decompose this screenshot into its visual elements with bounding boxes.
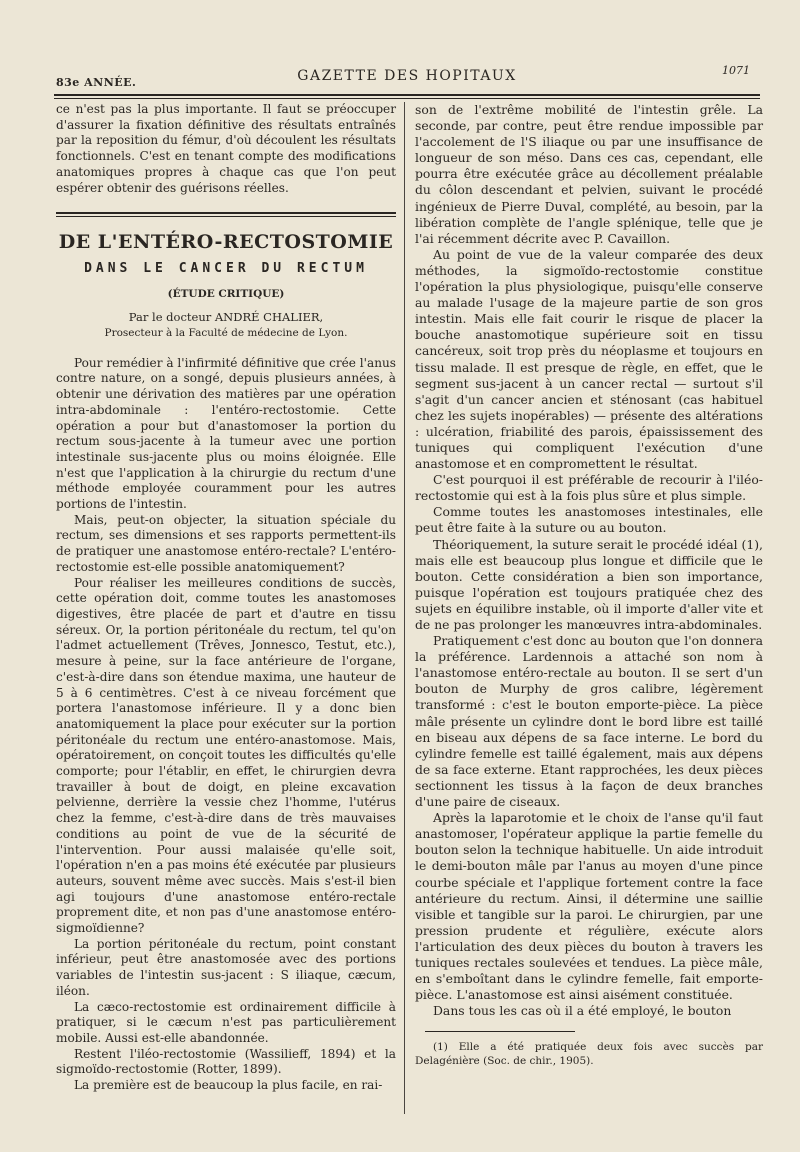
body-paragraph: Pour remédier à l'infirmité définitive que crée l'anus contre nature, on a songé, depuis plusieurs années, à obtenir une dérivation des matières par une opération intra-abdominale : l'entéro-rectostomie. Cette opération a pour but d'anastomoser la portion du rectum sous-jacente à la tumeur avec une portion intestinale sus-jacente plus ou moins éloignée. Elle n'est que l'application à la chirurgie du rectum d'une méthode employée couramment pour les autres portions de l'intestin. bbox=[56, 355, 396, 512]
article-subtitle: DANS LE CANCER DU RECTUM bbox=[84, 260, 368, 276]
body-paragraph: Théoriquement, la suture serait le procédé idéal (1), mais elle est beaucoup plus longue et difficile que le bouton. Cette considération a bien son importance, puisque l'opération est toujours pratiquée chez des sujets en équilibre instable, où il importe d'aller vite et de ne pas prolonger les manœuvres intra-abdominales. bbox=[415, 536, 763, 632]
body-paragraph: Mais, peut-on objecter, la situation spéciale du rectum, ses dimensions et ses rapports permettent-ils de pratiquer une anastomose entéro-rectale? L'entéro-rectostomie est-elle possible anatomiquement? bbox=[56, 512, 396, 574]
body-paragraph: Dans tous les cas où il a été employé, le bouton bbox=[433, 1003, 732, 1019]
column-divider bbox=[404, 102, 405, 1114]
body-paragraph: Après la laparotomie et le choix de l'anse qu'il faut anastomoser, l'opérateur applique la partie femelle du bouton selon la technique habituelle. Un aide introduit le demi-bouton mâle par l'anus au moyen d'une pince courbe spéciale et l'applique fortement contre la face antérieure du rectum. Ainsi, il détermine une saillie visible et tangible sur la paroi. Le chirurgien, par une pression prudente et régulière, exécute alors l'articulation des deux pièces du bouton à travers les tuniques rectales soulevées et tendues. La pièce mâle, en s'emboîtant dans le cylindre femelle, fait emporte-pièce. L'anastomose est ainsi aisément constituée. bbox=[415, 810, 763, 1003]
intro-paragraph: ce n'est pas la plus importante. Il faut se préoccuper d'assurer la fixation définitive des résultats entraînés par la reposition du fémur, d'où découlent les résultats fonctionnels. C'est en tenant compte des modifications anatomiques propres à chaque cas que l'on peut espérer obtenir des guérisons réelles. bbox=[56, 102, 396, 195]
body-paragraph: Au point de vue de la valeur comparée des deux méthodes, la sigmoïdo-rectostomie constitue l'opération la plus physiologique, puisqu'elle conserve au malade l'usage de la majeure partie de son gros intestin. Mais elle fait courir le risque de placer la bouche anastomotique supérieure soit en tissu cancéreux, soit trop près du néoplasme et toujours en tissu malade. Il est presque de règle, en effet, que le segment sus-jacent à un cancer rectal — surtout s'il s'agit d'un cancer ancien et sténosant (cas habituel chez les sujets inopérables) — présente des altérations : ulcération, friabilité des parois, épaississement des tuniques qui compliquent l'exécution d'une anastomose et en compromettent le résultat. bbox=[415, 246, 763, 472]
body-paragraph: Restent l'iléo-rectostomie (Wassilieff, 1894) et la sigmoïdo-rectostomie (Rotter, 1899). bbox=[56, 1046, 396, 1077]
body-paragraph: Pratiquement c'est donc au bouton que l'on donnera la préférence. Lardennois a attaché son nom à l'anastomose entéro-rectale au bouton. Il se sert d'un bouton de Murphy de gros calibre, légèrement transformé : c'est le bouton emporte-pièce. La pièce mâle présente un cylindre dont le bord libre est taillé en biseau aux dépens de sa face interne. Le bord du cylindre femelle est taillé également, mais aux dépens de sa face externe. Etant rapprochées, les deux pièces sectionnent les tissus à la façon de deux branches d'une paire de ciseaux. bbox=[415, 633, 763, 810]
header-rule bbox=[54, 94, 760, 99]
body-paragraph: La portion péritonéale du rectum, point constant inférieur, peut être anastomosée avec des portions variables de l'intestin sus-jacent : S iliaque, cæcum, iléon. bbox=[56, 936, 396, 998]
body-paragraph: La cæco-rectostomie est ordinairement difficile à pratiquer, si le cæcum n'est pas particulièrement mobile. Aussi est-elle abandonnée. bbox=[56, 999, 396, 1045]
edition-label: 83e ANNÉE. bbox=[56, 76, 137, 89]
body-paragraph: C'est pourquoi il est préférable de recourir à l'iléo-rectostomie qui est à la fois plus sûre et plus simple. bbox=[415, 472, 763, 504]
journal-title: GAZETTE DES HOPITAUX bbox=[297, 68, 517, 84]
article-author: Par le docteur ANDRÉ CHALIER, bbox=[128, 310, 324, 325]
article-affiliation: Prosecteur à la Faculté de médecine de Lyon. bbox=[104, 327, 348, 340]
article-separator bbox=[56, 212, 396, 217]
body-paragraph: La première est de beaucoup la plus facile, en rai- bbox=[74, 1078, 383, 1093]
right-column bbox=[415, 102, 763, 1068]
article-type: (ÉTUDE CRITIQUE) bbox=[167, 287, 285, 300]
body-paragraph: Pour réaliser les meilleures conditions de succès, cette opération doit, comme toutes les anastomoses digestives, être placée de part et d'autre en tissu séreux. Or, la portion péritonéale du rectum, tel qu'on l'admet actuellement (Trêves, Jonnesco, Testut, etc.), mesure à peine, sur la face antérieure de l'organe, c'est-à-dire dans son étendue maxima, une hauteur de 5 à 6 centimètres. C'est à ce niveau forcément que portera l'anastomose inférieure. Il y a donc bien anatomiquement la place pour exécuter sur la portion péritonéale du rectum une entéro-anastomose. Mais, opératoirement, on conçoit toutes les difficultés qu'elle comporte; pour l'établir, en effet, le chirurgien devra travailler à bout de doigt, en pleine excavation pelvienne, derrière la vessie chez l'homme, l'utérus chez la femme, c'est-à-dire dans de très mauvaises conditions au point de vue de la sécurité de l'intervention. Pour aussi malaisée qu'elle soit, l'opération n'en a pas moins été exécutée par plusieurs auteurs, souvent même avec succès. Mais s'est-il bien agi toujours d'une anastomose entéro-rectale proprement dite, et non pas d'une anastomose entéro-sigmoïdienne? bbox=[56, 575, 396, 936]
footnote-rule bbox=[425, 1031, 575, 1032]
left-column bbox=[56, 102, 396, 1094]
body-paragraph: son de l'extrême mobilité de l'intestin grêle. La seconde, par contre, peut être rendue impossible par l'accolement de l'S iliaque ou par une insuffisance de longueur de son méso. Dans ces cas, cependant, elle pourra être exécutée grâce au décollement préalable du côlon descendant et pelvien, suivant le procédé ingénieux de Pierre Duval, complété, au besoin, par la libération complète de l'angle splénique, telle que je l'ai récemment décrite avec P. Cavaillon. bbox=[415, 102, 763, 246]
page-header bbox=[50, 64, 764, 94]
footnote: (1) Elle a été pratiquée deux fois avec succès par Delagénière (Soc. de chir., 1905). bbox=[415, 1041, 763, 1068]
page-number: 1071 bbox=[722, 64, 750, 77]
body-paragraph: Comme toutes les anastomoses intestinales, elle peut être faite à la suture ou au bouton. bbox=[415, 504, 763, 536]
article-title: DE L'ENTÉRO-RECTOSTOMIE bbox=[58, 231, 394, 254]
